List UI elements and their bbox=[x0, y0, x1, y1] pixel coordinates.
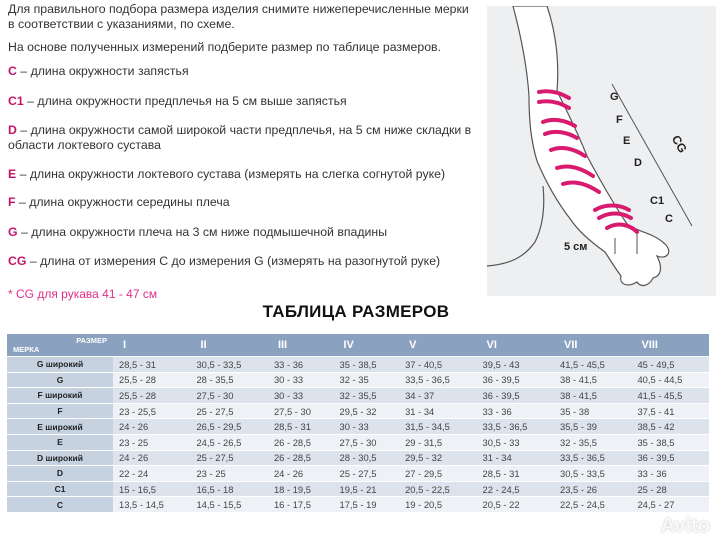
size-cell: 28 - 30,5 bbox=[339, 452, 377, 464]
label-d: D bbox=[634, 157, 642, 169]
size-column-header: V bbox=[409, 339, 417, 351]
size-cell: 26 - 28,5 bbox=[273, 452, 311, 464]
size-cell: 24,5 - 26,5 bbox=[196, 436, 242, 448]
label-f: F bbox=[616, 114, 623, 126]
arm-shape bbox=[513, 6, 669, 285]
definition-text: – длина окружности середины плеча bbox=[15, 195, 230, 209]
definition-key: CG bbox=[8, 254, 27, 268]
size-cell: 24 - 26 bbox=[119, 421, 149, 433]
size-cell: 28,5 - 31 bbox=[482, 467, 520, 479]
table-row bbox=[7, 388, 709, 403]
size-cell: 23 - 25 bbox=[119, 436, 149, 448]
size-header-label: РАЗМЕР bbox=[76, 336, 107, 345]
size-cell: 27,5 - 30 bbox=[339, 436, 377, 448]
table-row bbox=[7, 404, 709, 419]
size-cell: 36 - 39,5 bbox=[482, 374, 520, 386]
size-cell: 32 - 35,5 bbox=[339, 389, 377, 401]
table-row bbox=[7, 482, 709, 497]
definition-key: C bbox=[8, 64, 17, 78]
measure-row-label: D широкий bbox=[7, 451, 113, 466]
definition-text: – длина окружности плеча на 3 см ниже подмышечной впадины bbox=[17, 225, 388, 239]
measure-row-label: C bbox=[7, 497, 113, 512]
corner-cell bbox=[7, 334, 113, 356]
definition-f bbox=[8, 195, 478, 210]
definition-c bbox=[8, 64, 478, 79]
measure-row-label: G широкий bbox=[7, 357, 113, 372]
measure-row-label: G bbox=[7, 373, 113, 388]
avito-watermark: Avito bbox=[660, 515, 710, 537]
body-line bbox=[487, 186, 544, 266]
intro-text bbox=[8, 2, 478, 63]
label-c1: C1 bbox=[650, 195, 665, 207]
measure-row-label: D bbox=[7, 466, 113, 481]
size-cell: 38 - 41,5 bbox=[560, 374, 598, 386]
size-cell: 27,5 - 30 bbox=[196, 389, 234, 401]
size-cell: 30 - 33 bbox=[273, 389, 304, 401]
size-cell: 23,5 - 26 bbox=[560, 483, 598, 495]
table-row bbox=[7, 466, 709, 481]
size-cell: 37,5 - 41 bbox=[637, 405, 675, 417]
size-cell: 41,5 - 45,5 bbox=[637, 389, 683, 401]
size-cell: 30,5 - 33,5 bbox=[560, 467, 605, 479]
table-row bbox=[7, 373, 709, 388]
size-cell: 20,5 - 22,5 bbox=[405, 483, 450, 495]
size-cell: 33 - 36 bbox=[273, 358, 304, 370]
label-g: G bbox=[610, 91, 619, 103]
size-cell: 28 - 35,5 bbox=[196, 374, 234, 386]
measure-header-label: МЕРКА bbox=[13, 345, 40, 354]
definition-key: D bbox=[8, 123, 17, 137]
label-e: E bbox=[623, 135, 631, 147]
table-row bbox=[7, 357, 709, 372]
size-cell: 33,5 - 36,5 bbox=[405, 374, 450, 386]
definition-key: F bbox=[8, 195, 16, 209]
size-cell: 28,5 - 31 bbox=[119, 358, 157, 370]
size-cell: 37 - 40,5 bbox=[405, 358, 443, 370]
size-cell: 25 - 27,5 bbox=[196, 452, 234, 464]
size-cell: 23 - 25,5 bbox=[119, 405, 157, 417]
size-cell: 39,5 - 43 bbox=[482, 358, 520, 370]
size-column-header: II bbox=[200, 339, 207, 351]
size-table bbox=[7, 333, 709, 513]
size-cell: 36 - 39,5 bbox=[637, 452, 675, 464]
size-cell: 33 - 36 bbox=[482, 405, 512, 417]
size-cell: 23 - 25 bbox=[196, 467, 226, 479]
definition-e bbox=[8, 167, 478, 182]
size-cell: 36 - 39,5 bbox=[482, 389, 520, 401]
size-cell: 24 - 26 bbox=[273, 467, 304, 479]
intro-paragraph-2: На основе полученных измерений подберите размер по таблице размеров. bbox=[8, 40, 441, 54]
size-cell: 13,5 - 14,5 bbox=[119, 499, 164, 511]
size-cell: 35 - 38,5 bbox=[637, 436, 675, 448]
definition-d bbox=[8, 123, 478, 153]
size-cell: 25,5 - 28 bbox=[119, 389, 157, 401]
size-cell: 33,5 - 36,5 bbox=[560, 452, 605, 464]
definition-key: C1 bbox=[8, 94, 24, 108]
size-cell: 29,5 - 32 bbox=[405, 452, 443, 464]
size-cell: 31 - 34 bbox=[482, 452, 512, 464]
measure-row-label: E широкий bbox=[7, 419, 113, 434]
size-cell: 38,5 - 42 bbox=[637, 421, 675, 433]
table-row bbox=[7, 419, 709, 434]
size-cell: 40,5 - 44,5 bbox=[637, 374, 683, 386]
measure-row-label: C1 bbox=[7, 482, 113, 497]
size-cell: 22 - 24,5 bbox=[482, 483, 520, 495]
size-cell: 17,5 - 19 bbox=[339, 499, 377, 511]
cg-note: * CG для рукава 41 - 47 см bbox=[8, 287, 158, 301]
size-cell: 18 - 19,5 bbox=[273, 483, 311, 495]
size-table-title-text: ТАБЛИЦА РАЗМЕРОВ bbox=[262, 302, 450, 321]
size-cell: 26,5 - 29,5 bbox=[196, 421, 242, 433]
size-cell: 19,5 - 21 bbox=[339, 483, 377, 495]
size-cell: 25 - 27,5 bbox=[339, 467, 377, 479]
size-cell: 25 - 27,5 bbox=[196, 405, 234, 417]
size-cell: 30 - 33 bbox=[339, 421, 369, 433]
label-five-cm: 5 см bbox=[564, 241, 588, 253]
definition-text: – длина окружности самой широкой части предплечья, на 5 см ниже складки в области локтевого сустава bbox=[8, 123, 472, 152]
size-column-header: VIII bbox=[641, 339, 658, 351]
size-cell: 14,5 - 15,5 bbox=[196, 499, 242, 511]
definition-text: – длина окружности запястья bbox=[16, 64, 189, 78]
size-cell: 31 - 34 bbox=[405, 405, 435, 417]
measure-row-label: E bbox=[7, 435, 113, 450]
size-cell: 34 - 37 bbox=[405, 389, 435, 401]
size-column-header: III bbox=[277, 339, 288, 351]
size-cell: 32 - 35 bbox=[339, 374, 369, 386]
size-cell: 22,5 - 24,5 bbox=[560, 499, 605, 511]
intro-paragraph-1: Для правильного подбора размера изделия снимите нижеперечисленные мерки в соответствии с указаниями, по схеме. bbox=[8, 2, 469, 31]
size-cell: 25 - 28 bbox=[637, 483, 667, 495]
definition-text: – длина окружности предплечья на 5 см выше запястья bbox=[23, 94, 347, 108]
size-cell: 24,5 - 27 bbox=[637, 499, 675, 511]
size-cell: 35 - 38,5 bbox=[339, 358, 377, 370]
size-header-row bbox=[7, 334, 709, 356]
size-column-header: IV bbox=[343, 339, 354, 351]
size-cell: 29 - 31,5 bbox=[405, 436, 443, 448]
arm-illustration bbox=[487, 6, 716, 296]
measure-row-label: F широкий bbox=[7, 388, 113, 403]
definition-text: – длина окружности локтевого сустава (измерять на слегка согнутой руке) bbox=[16, 167, 446, 181]
arm-diagram bbox=[487, 6, 716, 296]
size-cell: 28,5 - 31 bbox=[273, 421, 311, 433]
table-row bbox=[7, 435, 709, 450]
size-cell: 35 - 38 bbox=[560, 405, 590, 417]
size-cell: 22 - 24 bbox=[119, 467, 149, 479]
definition-text: – длина от измерения С до измерения G (измерять на разогнутой руке) bbox=[26, 254, 441, 268]
size-cell: 19 - 20,5 bbox=[405, 499, 443, 511]
size-column-header: I bbox=[123, 339, 127, 351]
definition-g bbox=[8, 225, 478, 240]
definition-cg bbox=[8, 254, 478, 269]
definition-c1 bbox=[8, 94, 478, 109]
size-cell: 33,5 - 36,5 bbox=[482, 421, 528, 433]
size-cell: 25,5 - 28 bbox=[119, 374, 157, 386]
definition-key: G bbox=[8, 225, 18, 239]
size-cell: 30,5 - 33,5 bbox=[196, 358, 242, 370]
size-cell: 27,5 - 30 bbox=[273, 405, 311, 417]
definition-key: E bbox=[8, 167, 17, 181]
size-cell: 26 - 28,5 bbox=[273, 436, 311, 448]
size-column-header: VII bbox=[564, 339, 578, 351]
size-cell: 32 - 35,5 bbox=[560, 436, 598, 448]
size-cell: 24 - 26 bbox=[119, 452, 149, 464]
size-column-header: VI bbox=[486, 339, 497, 351]
size-cell: 30,5 - 33 bbox=[482, 436, 520, 448]
label-cg: CG bbox=[668, 132, 690, 156]
table-row bbox=[7, 451, 709, 466]
size-table-title bbox=[0, 302, 716, 322]
size-cell: 16,5 - 18 bbox=[196, 483, 234, 495]
size-cell: 20,5 - 22 bbox=[482, 499, 520, 511]
measure-row-label: F bbox=[7, 404, 113, 419]
size-cell: 41,5 - 45,5 bbox=[560, 358, 605, 370]
table-row bbox=[7, 497, 709, 512]
size-cell: 45 - 49,5 bbox=[637, 358, 675, 370]
size-cell: 35,5 - 39 bbox=[560, 421, 598, 433]
size-cell: 16 - 17,5 bbox=[273, 499, 311, 511]
size-cell: 27 - 29,5 bbox=[405, 467, 443, 479]
size-cell: 15 - 16,5 bbox=[119, 483, 157, 495]
size-cell: 30 - 33 bbox=[273, 374, 304, 386]
size-cell: 38 - 41,5 bbox=[560, 389, 598, 401]
size-cell: 29,5 - 32 bbox=[339, 405, 377, 417]
size-table-body bbox=[7, 357, 709, 512]
size-cell: 33 - 36 bbox=[637, 467, 667, 479]
size-cell: 31,5 - 34,5 bbox=[405, 421, 450, 433]
label-c: C bbox=[665, 213, 673, 225]
